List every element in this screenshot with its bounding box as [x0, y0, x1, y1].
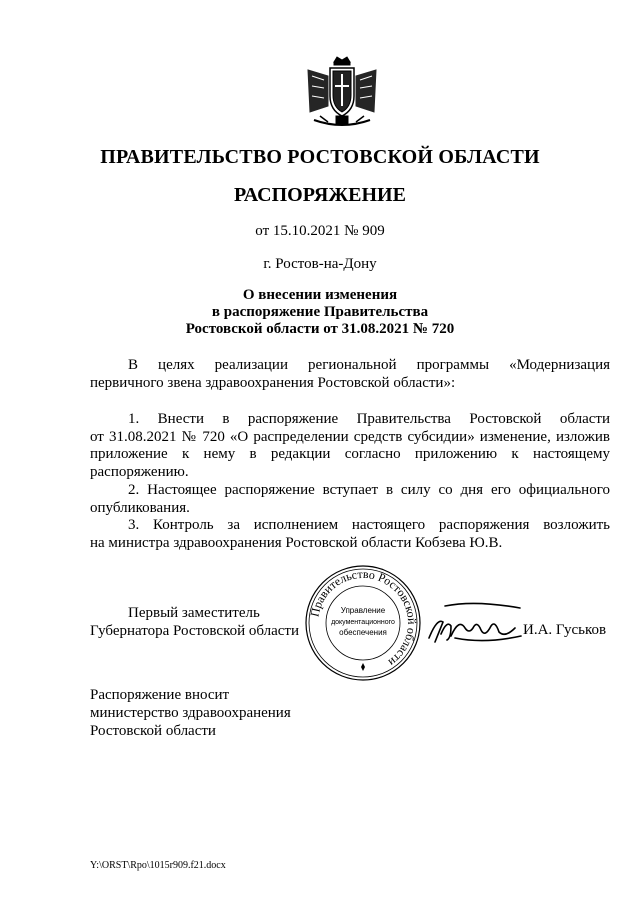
- coat-of-arms-icon: [300, 56, 384, 134]
- handwritten-signature: [425, 598, 525, 648]
- paragraph-line: приложение к нему в редакции согласно приложению к настоящему: [90, 446, 610, 462]
- paragraph-line: В целях реализации региональной программы «Модернизация: [128, 357, 610, 373]
- stamp-inner-line: обеспечения: [339, 628, 387, 637]
- paragraph-line: первичного звена здравоохранения Ростовской области»:: [90, 374, 456, 391]
- stamp-inner-line: Управление: [340, 606, 386, 615]
- order-item-1: [90, 411, 610, 481]
- paragraph-line: 2. Настоящее распоряжение вступает в силу со дня его официального: [128, 482, 610, 498]
- subject-line: О внесении изменения: [242, 287, 398, 303]
- paragraph-line: 3. Контроль за исполнением настоящего распоряжения возложить: [128, 517, 610, 533]
- stamp-star-icon: [361, 663, 365, 671]
- paragraph-line: опубликования.: [90, 499, 190, 516]
- paragraph-line: от 31.08.2021 № 720 «О распределении средств субсидии» изменение, изложив: [90, 428, 610, 445]
- document-city: г. Ростов-на-Дону: [263, 256, 377, 272]
- government-title: ПРАВИТЕЛЬСТВО РОСТОВСКОЙ ОБЛАСТИ: [100, 146, 540, 168]
- subject-line: Ростовской области от 31.08.2021 № 720: [185, 321, 455, 337]
- document-type-title: РАСПОРЯЖЕНИЕ: [234, 184, 406, 206]
- document-subject: [0, 287, 640, 338]
- subject-line: в распоряжение Правительства: [211, 304, 429, 320]
- signer-position-line: Первый заместитель: [128, 605, 260, 621]
- order-item-3: [90, 517, 610, 552]
- contributor-line: Ростовской области: [90, 723, 216, 739]
- contributor-line: Распоряжение вносит: [90, 687, 230, 703]
- stamp-inner-line: документационного: [331, 619, 395, 626]
- file-path-footer: Y:\ORST\Rpo\1015r909.f21.docx: [90, 860, 226, 871]
- signer-position: [90, 604, 299, 640]
- signer-name: И.А. Гуськов: [523, 622, 607, 638]
- paragraph-line: 1. Внести в распоряжение Правительства Ростовской области: [128, 411, 610, 427]
- stamp-ring-text: Правительство Ростовской области: [307, 566, 420, 670]
- paragraph-line: на министра здравоохранения Ростовской области Кобзева Ю.В.: [90, 534, 503, 551]
- contributor-line: министерство здравоохранения: [90, 705, 291, 721]
- order-item-2: [90, 482, 610, 517]
- document-date-number: от 15.10.2021 № 909: [255, 223, 385, 239]
- contributor-block: [90, 686, 291, 740]
- signer-position-line: Губернатора Ростовской области: [90, 623, 300, 639]
- paragraph-line: распоряжению.: [90, 463, 189, 480]
- official-stamp: [303, 563, 423, 683]
- intro-paragraph: [90, 357, 610, 392]
